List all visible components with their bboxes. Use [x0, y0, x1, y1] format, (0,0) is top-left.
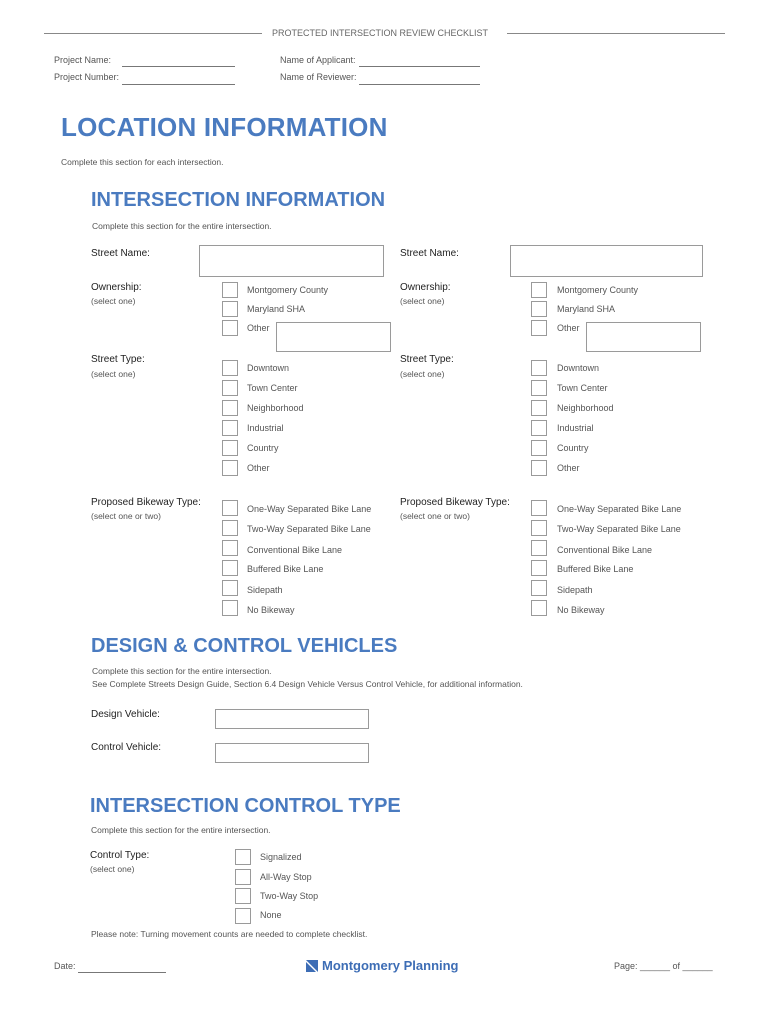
control-subtitle: Complete this section for the entire intersection. [91, 825, 271, 835]
street-type-option-right-4: Country [557, 443, 589, 453]
ownership-checkbox-left-1[interactable] [222, 301, 238, 317]
date-field[interactable] [78, 972, 166, 973]
bikeway-checkbox-right-1[interactable] [531, 520, 547, 536]
ownership-label-left: Ownership: [91, 282, 142, 293]
control-note: Please note: Turning movement counts are needed to complete checklist. [91, 929, 368, 939]
control-option-1: All-Way Stop [260, 872, 312, 882]
bikeway-option-left-1: Two-Way Separated Bike Lane [247, 524, 371, 534]
logo-text: Montgomery Planning [322, 958, 459, 973]
bikeway-checkbox-left-1[interactable] [222, 520, 238, 536]
street-type-label-right: Street Type: [400, 354, 454, 365]
location-title: LOCATION INFORMATION [61, 112, 388, 142]
ownership-other-input-left[interactable] [276, 322, 391, 352]
vehicles-line1: Complete this section for the entire intersection. [92, 666, 272, 676]
street-type-hint-right: (select one) [400, 369, 445, 379]
control-type-label: Control Type: [90, 850, 150, 861]
street-type-checkbox-right-0[interactable] [531, 360, 547, 376]
intersection-subtitle: Complete this section for the entire intersection. [92, 221, 272, 231]
control-option-0: Signalized [260, 852, 302, 862]
reviewer-field[interactable] [359, 84, 480, 85]
bikeway-checkbox-left-4[interactable] [222, 580, 238, 596]
design-vehicle-label: Design Vehicle: [91, 709, 160, 720]
ownership-checkbox-left-2[interactable] [222, 320, 238, 336]
design-vehicle-input[interactable] [215, 709, 369, 729]
street-type-option-left-0: Downtown [247, 363, 290, 373]
bikeway-option-left-2: Conventional Bike Lane [247, 545, 343, 555]
bikeway-checkbox-left-3[interactable] [222, 560, 238, 576]
bikeway-option-right-5: No Bikeway [557, 605, 605, 615]
bikeway-checkbox-right-5[interactable] [531, 600, 547, 616]
street-type-hint-left: (select one) [91, 369, 136, 379]
control-vehicle-label: Control Vehicle: [91, 742, 162, 753]
ownership-hint-right: (select one) [400, 296, 445, 306]
montgomery-planning-logo [306, 958, 459, 973]
street-name-input-right[interactable] [510, 245, 703, 277]
street-type-checkbox-left-5[interactable] [222, 460, 238, 476]
location-subtitle: Complete this section for each intersection. [61, 157, 224, 167]
ownership-option-right-0: Montgomery County [557, 285, 639, 295]
bikeway-option-left-0: One-Way Separated Bike Lane [247, 504, 372, 514]
street-type-checkbox-left-4[interactable] [222, 440, 238, 456]
street-type-option-left-4: Country [247, 443, 279, 453]
header-title: PROTECTED INTERSECTION REVIEW CHECKLIST [272, 28, 489, 38]
bikeway-checkbox-right-4[interactable] [531, 580, 547, 596]
control-checkbox-2[interactable] [235, 888, 251, 904]
bikeway-option-left-5: No Bikeway [247, 605, 295, 615]
bikeway-option-left-3: Buffered Bike Lane [247, 564, 324, 574]
control-option-2: Two-Way Stop [260, 891, 319, 901]
street-type-option-left-1: Town Center [247, 383, 298, 393]
bikeway-hint-right: (select one or two) [400, 511, 470, 521]
project-name-field[interactable] [122, 66, 235, 67]
street-type-checkbox-right-2[interactable] [531, 400, 547, 416]
control-checkbox-1[interactable] [235, 869, 251, 885]
bikeway-option-right-3: Buffered Bike Lane [557, 564, 634, 574]
bikeway-checkbox-right-0[interactable] [531, 500, 547, 516]
street-type-option-left-5: Other [247, 463, 270, 473]
project-number-label: Project Number: [54, 72, 120, 82]
bikeway-checkbox-left-5[interactable] [222, 600, 238, 616]
applicant-field[interactable] [359, 66, 480, 67]
street-type-option-right-2: Neighborhood [557, 403, 614, 413]
bikeway-checkbox-left-0[interactable] [222, 500, 238, 516]
street-type-option-right-1: Town Center [557, 383, 608, 393]
ownership-checkbox-right-0[interactable] [531, 282, 547, 298]
header-rule-left [44, 33, 262, 34]
street-type-option-left-2: Neighborhood [247, 403, 304, 413]
ownership-label-right: Ownership: [400, 282, 451, 293]
control-checkbox-3[interactable] [235, 908, 251, 924]
applicant-label: Name of Applicant: [280, 55, 356, 65]
ownership-other-input-right[interactable] [586, 322, 701, 352]
street-type-checkbox-right-4[interactable] [531, 440, 547, 456]
street-type-option-left-3: Industrial [247, 423, 284, 433]
street-type-option-right-0: Downtown [557, 363, 600, 373]
control-option-3: None [260, 910, 282, 920]
ownership-option-left-2: Other [247, 323, 270, 333]
street-type-option-right-5: Other [557, 463, 580, 473]
ownership-option-left-1: Maryland SHA [247, 304, 306, 314]
street-type-checkbox-right-3[interactable] [531, 420, 547, 436]
ownership-checkbox-right-2[interactable] [531, 320, 547, 336]
ownership-hint-left: (select one) [91, 296, 136, 306]
reviewer-label: Name of Reviewer: [280, 72, 357, 82]
bikeway-checkbox-left-2[interactable] [222, 540, 238, 556]
bikeway-label-left: Proposed Bikeway Type: [91, 497, 201, 508]
ownership-option-right-1: Maryland SHA [557, 304, 616, 314]
vehicles-line2: See Complete Streets Design Guide, Section 6.4 Design Vehicle Versus Control Vehicle, for additional information. [92, 679, 523, 689]
bikeway-label-right: Proposed Bikeway Type: [400, 497, 510, 508]
bikeway-option-right-4: Sidepath [557, 585, 593, 595]
bikeway-option-right-2: Conventional Bike Lane [557, 545, 653, 555]
street-type-checkbox-left-1[interactable] [222, 380, 238, 396]
bikeway-option-right-0: One-Way Separated Bike Lane [557, 504, 682, 514]
bikeway-option-left-4: Sidepath [247, 585, 283, 595]
street-type-option-right-3: Industrial [557, 423, 594, 433]
bikeway-checkbox-right-2[interactable] [531, 540, 547, 556]
vehicles-title: DESIGN & CONTROL VEHICLES [91, 635, 398, 657]
street-name-label-left: Street Name: [91, 248, 150, 259]
ownership-checkbox-right-1[interactable] [531, 301, 547, 317]
ownership-option-right-2: Other [557, 323, 580, 333]
control-title: INTERSECTION CONTROL TYPE [90, 795, 401, 817]
ownership-checkbox-left-0[interactable] [222, 282, 238, 298]
date-label: Date: [54, 961, 76, 971]
page-number: Page: ______ of ______ [614, 961, 713, 971]
project-number-field[interactable] [122, 84, 235, 85]
header-rule-right [507, 33, 725, 34]
street-type-checkbox-right-5[interactable] [531, 460, 547, 476]
intersection-title: INTERSECTION INFORMATION [91, 189, 386, 211]
control-vehicle-input[interactable] [215, 743, 369, 763]
bikeway-checkbox-right-3[interactable] [531, 560, 547, 576]
street-type-checkbox-left-0[interactable] [222, 360, 238, 376]
bikeway-hint-left: (select one or two) [91, 511, 161, 521]
street-name-label-right: Street Name: [400, 248, 459, 259]
street-type-label-left: Street Type: [91, 354, 145, 365]
street-type-checkbox-right-1[interactable] [531, 380, 547, 396]
control-type-hint: (select one) [90, 864, 135, 874]
control-checkbox-0[interactable] [235, 849, 251, 865]
street-type-checkbox-left-3[interactable] [222, 420, 238, 436]
street-type-checkbox-left-2[interactable] [222, 400, 238, 416]
ownership-option-left-0: Montgomery County [247, 285, 329, 295]
street-name-input-left[interactable] [199, 245, 384, 277]
logo-mark-icon [306, 960, 318, 972]
bikeway-option-right-1: Two-Way Separated Bike Lane [557, 524, 681, 534]
project-name-label: Project Name: [54, 55, 112, 65]
